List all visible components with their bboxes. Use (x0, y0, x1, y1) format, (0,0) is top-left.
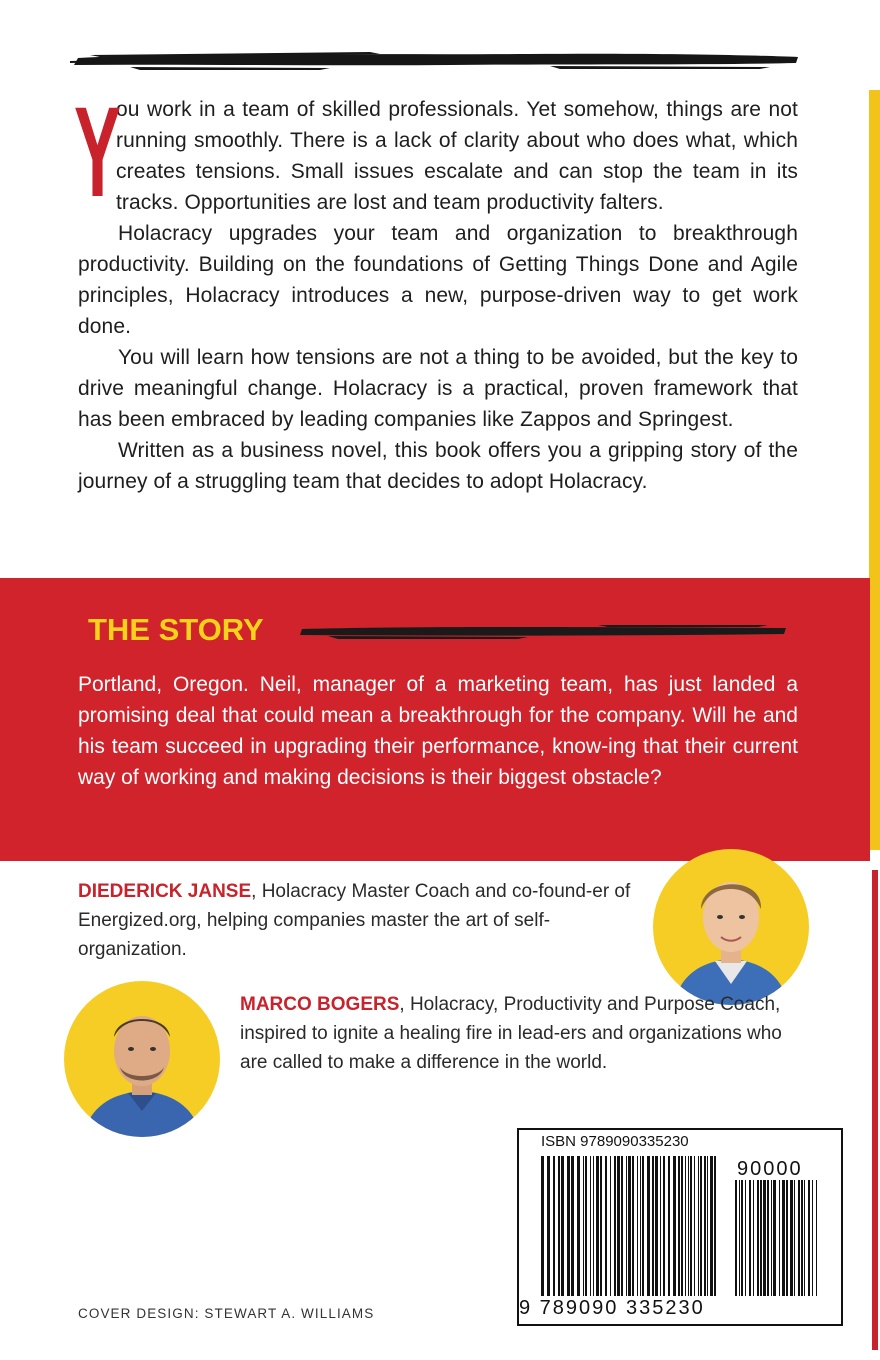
barcode-bar (779, 1180, 780, 1296)
barcode-bar (678, 1156, 680, 1296)
barcode-bar (660, 1156, 661, 1296)
barcode-bar (668, 1156, 670, 1296)
barcode-bar (801, 1180, 803, 1296)
story-title: THE STORY (88, 612, 264, 647)
barcode-bar (561, 1156, 564, 1296)
barcode-bar (632, 1156, 634, 1296)
barcode-bar (745, 1180, 746, 1296)
barcode-bar (596, 1156, 599, 1296)
barcode-bar (771, 1180, 772, 1296)
barcode-bar (694, 1156, 695, 1296)
barcode-bar (688, 1156, 689, 1296)
barcode-bar (652, 1156, 654, 1296)
intro-text (74, 81, 798, 497)
barcode-bar (541, 1156, 544, 1296)
story-text: Portland, Oregon. Neil, manager of a marketing team, has just landed a promising deal that could mean a breakthrough for the company. Will he and his team succeed in upgrading their performance, know-ing that their current way of working and making decisions is their biggest obstacle? (78, 673, 798, 789)
author-bio-diederick: DIEDERICK JANSE, Holacracy Master Coach and co-found-er of Energized.org, helping companies master the art of self-organization. (78, 881, 631, 960)
barcode-bar (547, 1156, 550, 1296)
barcode-bar (714, 1156, 716, 1296)
barcode-bar (808, 1180, 810, 1296)
barcode-digits: 9 789090 335230 (519, 1297, 705, 1319)
barcode-bar (600, 1156, 602, 1296)
author-portrait-marco (64, 981, 220, 1137)
isbn-label: ISBN 9789090335230 (541, 1133, 689, 1150)
barcode-bar (804, 1180, 805, 1296)
author-name: DIEDERICK JANSE (78, 881, 252, 902)
barcode-bar (577, 1156, 580, 1296)
barcode-bar (794, 1180, 795, 1296)
barcode-bar (741, 1180, 743, 1296)
barcode-bar (735, 1180, 737, 1296)
barcode-bar (553, 1156, 555, 1296)
barcode-bar (681, 1156, 683, 1296)
barcode-bar (760, 1180, 762, 1296)
barcode-bar (786, 1180, 788, 1296)
intro-paragraph-2: Holacracy upgrades your team and organization to breakthrough productivity. Building on the foundations of Getting Things Done and Agile principles, Holacracy introduces a new, purpose-driven way to get work done. (78, 222, 798, 338)
barcode-bar (812, 1180, 813, 1296)
top-brush-stroke (70, 46, 805, 76)
barcode-bar (642, 1156, 644, 1296)
barcode-bar (647, 1156, 650, 1296)
barcode-bar (757, 1180, 759, 1296)
drop-cap: Y (74, 81, 122, 224)
barcode-bar (739, 1180, 740, 1296)
barcode-bar (590, 1156, 591, 1296)
intro-paragraph-3: You will learn how tensions are not a thing to be avoided, but the key to drive meaningful change. Holacracy is a practical, proven framework that has been embraced by leading companies like Zappos and Springest. (78, 346, 798, 431)
barcode-bar (685, 1156, 686, 1296)
barcode-bar (816, 1180, 817, 1296)
barcode-bar (628, 1156, 631, 1296)
barcode-bar (704, 1156, 706, 1296)
story-brush-stroke (298, 621, 790, 643)
barcode-bar (655, 1156, 658, 1296)
barcode-bar (753, 1180, 754, 1296)
author-bio-marco: MARCO BOGERS, Holacracy, Productivity and Purpose Coach, inspired to ignite a healing fire in lead-ers and organizations who are called to make a difference in the world. (240, 994, 782, 1073)
barcode-bar (567, 1156, 570, 1296)
barcode-addon-bars (735, 1180, 821, 1296)
barcode-bar (798, 1180, 800, 1296)
cover-design-credit: COVER DESIGN: STEWART A. WILLIAMS (78, 1306, 375, 1321)
barcode-bar (673, 1156, 676, 1296)
barcode-bar (621, 1156, 623, 1296)
barcode-bar (640, 1156, 641, 1296)
barcode-bar (707, 1156, 708, 1296)
barcode-bar (698, 1156, 699, 1296)
barcode-bar (690, 1156, 692, 1296)
barcode-bar (614, 1156, 616, 1296)
barcode-bar (605, 1156, 607, 1296)
barcode-bar (610, 1156, 611, 1296)
barcode-bar (663, 1156, 665, 1296)
isbn-barcode (517, 1128, 843, 1326)
barcode-bar (585, 1156, 587, 1296)
barcode-bar (700, 1156, 702, 1296)
barcode-bar (773, 1180, 776, 1296)
barcode-bar (617, 1156, 620, 1296)
barcode-bar (593, 1156, 594, 1296)
intro-paragraph-1: Y ou work in a team of skilled professionals. Yet somehow, things are not running smoothly. There is a lack of clarity about who does what, which creates tensions. Small issues escalate and can stop the team in its tracks. Opportunities are lost and team productivity falters. (74, 81, 798, 224)
intro-paragraph-4: Written as a business novel, this book offers you a gripping story of the journey of a struggling team that decides to adopt Holacracy. (78, 439, 798, 493)
barcode-bar (558, 1156, 560, 1296)
barcode-bar (637, 1156, 638, 1296)
barcode-bar (790, 1180, 793, 1296)
barcode-addon-number: 90000 (737, 1158, 803, 1180)
barcode-bars (541, 1156, 721, 1296)
barcode-bar (749, 1180, 751, 1296)
barcode-bar (763, 1180, 766, 1296)
barcode-bar (626, 1156, 627, 1296)
barcode-bar (782, 1180, 785, 1296)
barcode-bar (571, 1156, 574, 1296)
barcode-bar (710, 1156, 713, 1296)
author-name: MARCO BOGERS (240, 994, 400, 1015)
barcode-bar (583, 1156, 584, 1296)
barcode-bar (767, 1180, 769, 1296)
author-portrait-diederick (653, 849, 809, 1005)
